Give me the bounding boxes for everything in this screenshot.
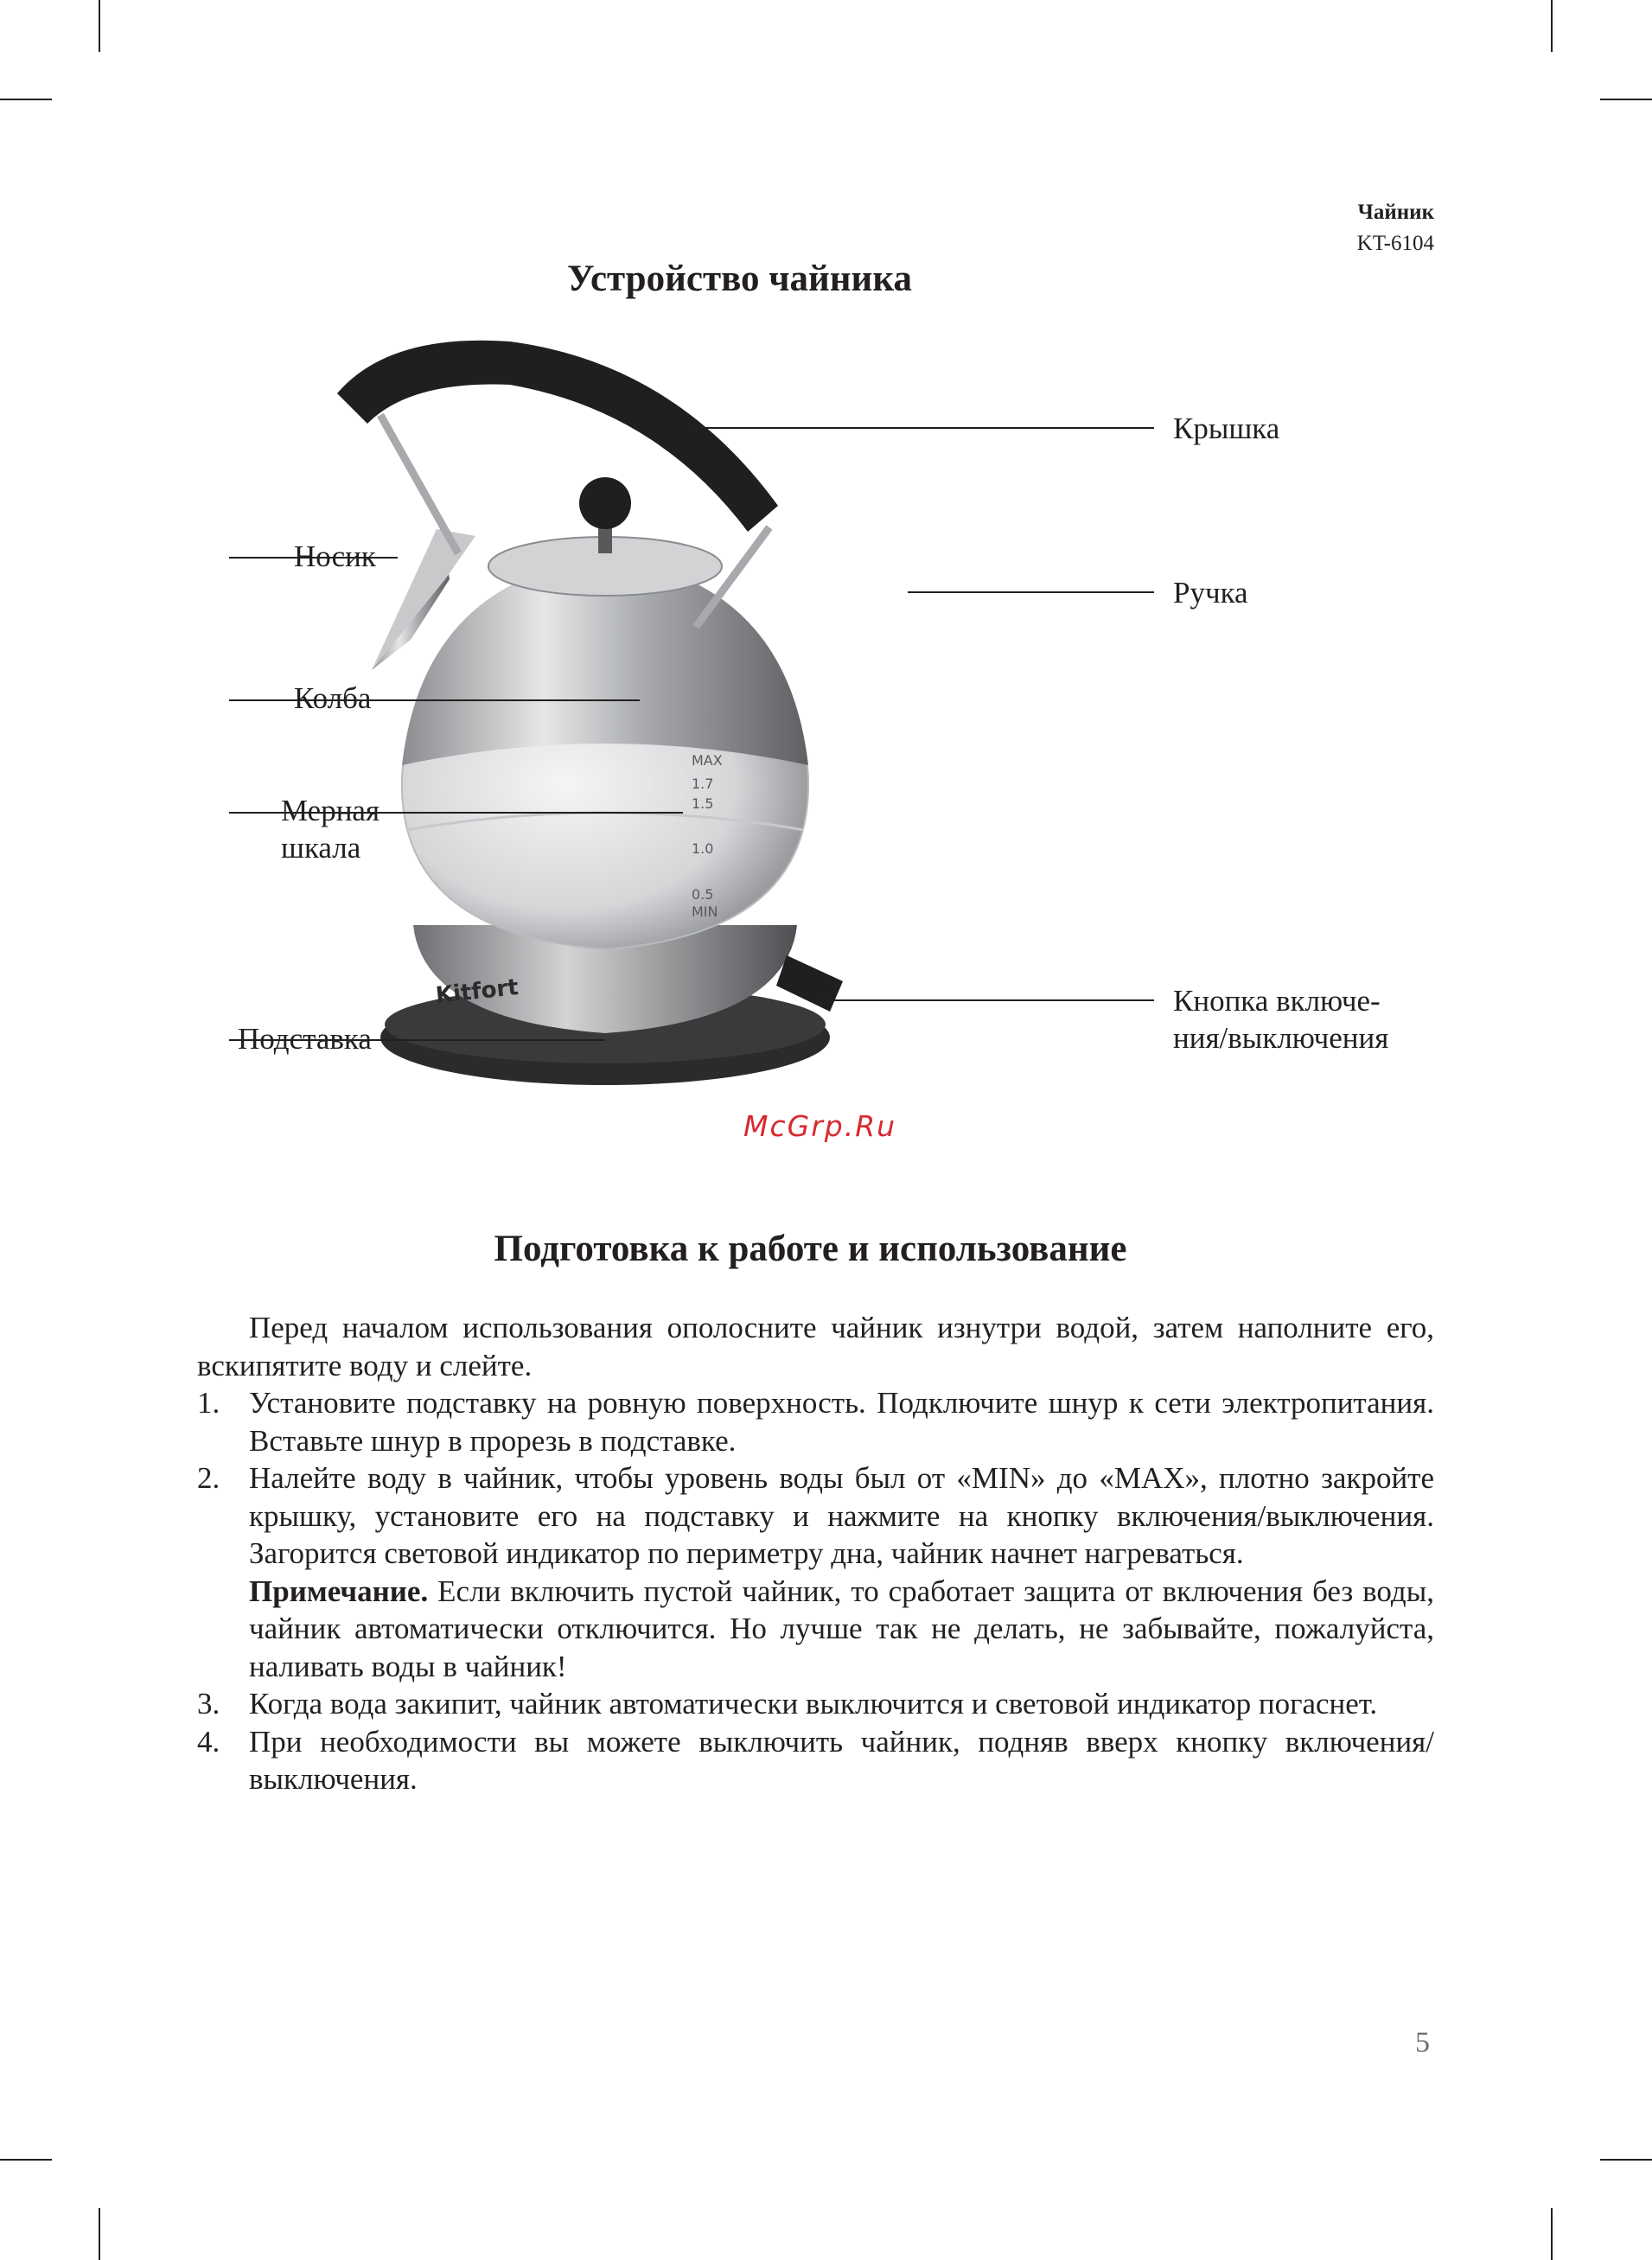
note-label: Примечание. — [249, 1574, 429, 1608]
list-item — [197, 1685, 1434, 1723]
label-button-line1: Кнопка включе- — [1173, 984, 1381, 1018]
scale-mark: 1.5 — [692, 795, 714, 812]
page-header — [1357, 197, 1434, 259]
steps-list — [197, 1384, 1434, 1573]
brand-logo: Kitfort — [434, 974, 520, 1009]
handle-shape — [337, 341, 778, 532]
note-text: Если включить пустой чайник, то сработает защита от включения без воды, чайник автоматически отключится. Но лучше так не делать, не забывайте, пожалуйста, наливать воды в чайник! — [249, 1574, 1434, 1683]
scale-mark: MAX — [692, 752, 723, 769]
scale-mark: 1.7 — [692, 776, 714, 792]
label-flask: Колба — [294, 681, 372, 715]
list-item — [197, 1384, 1434, 1459]
step-number: 4. — [197, 1724, 220, 1759]
steps-list-continued — [197, 1685, 1434, 1798]
lid-knob — [579, 477, 631, 529]
label-scale-line1: Мерная — [281, 794, 380, 827]
step-text: Когда вода закипит, чайник автоматически выключится и световой индикатор погаснет. — [249, 1687, 1378, 1721]
page-number: 5 — [1415, 2027, 1430, 2059]
crop-mark — [0, 99, 52, 100]
crop-mark — [1600, 99, 1652, 100]
note-paragraph — [197, 1573, 1434, 1686]
section-title-device: Устройство чайника — [567, 259, 912, 299]
watermark: McGrp.Ru — [743, 1109, 897, 1143]
step-text: При необходимости вы можете выключить чайник, подняв вверх кнопку включения/выключения. — [249, 1724, 1434, 1796]
label-scale-line2: шкала — [281, 831, 361, 865]
product-name: Чайник — [1357, 201, 1434, 224]
label-scale — [281, 792, 380, 866]
scale-mark: 1.0 — [692, 840, 714, 857]
intro-paragraph: Перед началом использования ополосните чайник изнутри водой, затем наполните его, вскипятите воду и слейте. — [197, 1311, 1434, 1382]
scale-mark: MIN — [692, 903, 718, 920]
step-text: Установите подставку на ровную поверхность. Подключите шнур к сети электропитания. Вставьте шнур в прорезь в подставке. — [249, 1386, 1434, 1458]
step-number: 1. — [197, 1386, 220, 1420]
label-handle: Ручка — [1173, 576, 1248, 610]
scale-mark: 0.5 — [692, 886, 714, 903]
step-text: Налейте воду в чайник, чтобы уровень воды был от «MIN» до «MAX», плотно закройте крышку, установите его на подставку и нажмите на кнопку включения/выключения. Загорится световой индикатор по периметру дна, чайник начнет нагреваться. — [249, 1461, 1434, 1570]
crop-mark — [99, 0, 100, 52]
step-number: 2. — [197, 1461, 220, 1495]
crop-mark — [0, 2159, 52, 2161]
crop-mark — [1600, 2159, 1652, 2161]
list-item — [197, 1723, 1434, 1798]
usage-instructions — [197, 1309, 1434, 1798]
step-number: 3. — [197, 1687, 220, 1721]
label-button-line2: ния/выключения — [1173, 1021, 1389, 1055]
kettle-diagram — [225, 329, 1435, 1176]
list-item — [197, 1459, 1434, 1573]
model-number: KT-6104 — [1356, 232, 1434, 255]
label-lid: Крышка — [1173, 412, 1280, 445]
label-stand: Подставка — [238, 1022, 372, 1056]
crop-mark — [99, 2208, 100, 2260]
crop-mark — [1551, 0, 1553, 52]
section-title-usage: Подготовка к работе и использование — [494, 1229, 1127, 1269]
label-spout: Носик — [294, 539, 376, 573]
crop-mark — [1551, 2208, 1553, 2260]
label-button — [1173, 982, 1388, 1057]
